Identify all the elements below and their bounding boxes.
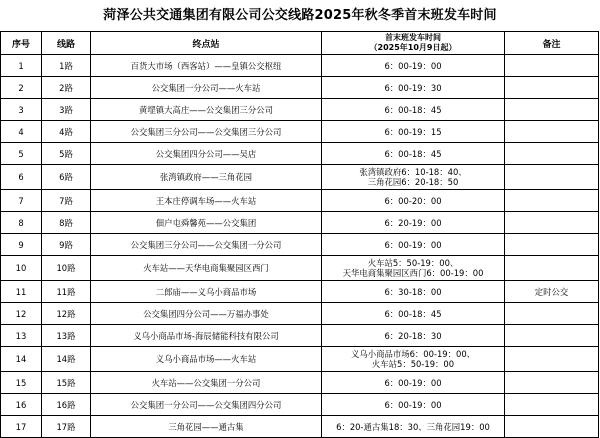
page-title: 菏泽公共交通集团有限公司公交线路2025年秋冬季首末班发车时间 (103, 8, 497, 23)
table-row (1, 212, 599, 234)
row-index: 11 (1, 281, 42, 303)
row-terminals: 王本庄停调车场——火车站 (91, 190, 322, 212)
row-route: 4路 (42, 121, 91, 143)
row-time-line: 三角花园6：20-18：50 (367, 177, 459, 187)
row-remark (505, 55, 599, 77)
row-time-line: 6：00-19：00 (384, 377, 442, 388)
row-index: 8 (1, 212, 42, 234)
row-route: 16路 (42, 394, 91, 416)
row-terminals: 火车站——公交集团一分公司 (91, 372, 322, 394)
row-remark (505, 143, 599, 165)
row-terminals: 佃户屯舜馨苑——公交集团 (91, 212, 322, 234)
row-times (322, 325, 505, 347)
row-remark (505, 394, 599, 416)
row-times (322, 416, 505, 438)
row-remark (505, 99, 599, 121)
row-times (322, 234, 505, 256)
row-time-line: 义乌小商品市场6：00-19：00、 (350, 349, 476, 359)
row-time-line: 6：20-19：00 (384, 217, 442, 228)
row-terminals: 义乌小商品市场-海辰储能科技有限公司 (91, 325, 322, 347)
row-terminals: 张湾镇政府——三角花园 (91, 165, 322, 190)
row-index: 12 (1, 303, 42, 325)
table-row (1, 347, 599, 372)
row-remark (505, 234, 599, 256)
row-times (322, 77, 505, 99)
row-terminals: 义乌小商品市场——火车站 (91, 347, 322, 372)
row-route: 14路 (42, 347, 91, 372)
row-time-line: 火车站5：50-19：00 (371, 359, 455, 369)
header-index: 序号 (1, 32, 42, 55)
table-row (1, 55, 599, 77)
row-route: 12路 (42, 303, 91, 325)
row-time-line: 6：00-18：45 (384, 308, 442, 319)
row-route: 3路 (42, 99, 91, 121)
row-time-line: 6：00-18：45 (384, 104, 442, 115)
row-index: 10 (1, 256, 42, 281)
row-time-line: 6：30-18：00 (384, 286, 442, 297)
row-index: 14 (1, 347, 42, 372)
row-route: 5路 (42, 143, 91, 165)
row-times (322, 303, 505, 325)
table-row (1, 99, 599, 121)
row-terminals: 公交集团四分公司——吴店 (91, 143, 322, 165)
table-row (1, 121, 599, 143)
row-index: 2 (1, 77, 42, 99)
row-remark (505, 416, 599, 438)
row-route: 8路 (42, 212, 91, 234)
row-time-line: 6：00-19：00 (384, 60, 442, 71)
row-route: 11路 (42, 281, 91, 303)
row-index: 17 (1, 416, 42, 438)
row-index: 7 (1, 190, 42, 212)
row-terminals: 公交集团三分公司——公交集团一分公司 (91, 234, 322, 256)
row-terminals: 百货大市场（西客站）——皇镇公交枢纽 (91, 55, 322, 77)
row-time-line: 天华电商集聚园区西门6：00-19：00 (342, 268, 484, 278)
row-remark (505, 77, 599, 99)
header-route: 线路 (42, 32, 91, 55)
row-terminals: 公交集团三分公司——公交集团三分公司 (91, 121, 322, 143)
row-remark (505, 190, 599, 212)
schedule-table (0, 31, 599, 438)
table-row (1, 416, 599, 438)
row-remark (505, 347, 599, 372)
row-remark (505, 372, 599, 394)
table-row (1, 234, 599, 256)
row-route: 10路 (42, 256, 91, 281)
row-time-line: 6：00-20：00 (384, 195, 442, 206)
row-index: 9 (1, 234, 42, 256)
row-terminals: 三角花园——通古集 (91, 416, 322, 438)
row-times (322, 212, 505, 234)
row-time-line: 火车站5：50-19：00、 (367, 258, 459, 268)
row-time-line: 6：20-18：30 (384, 330, 442, 341)
table-body (1, 55, 599, 438)
row-times (322, 165, 505, 190)
row-times (322, 281, 505, 303)
row-remark (505, 303, 599, 325)
row-index: 3 (1, 99, 42, 121)
row-time-line: 6：00-18：45 (384, 148, 442, 159)
row-index: 5 (1, 143, 42, 165)
row-route: 15路 (42, 372, 91, 394)
row-route: 1路 (42, 55, 91, 77)
table-row (1, 281, 599, 303)
table-row (1, 372, 599, 394)
table-row (1, 303, 599, 325)
header-times-label: 首末班发车时间 (385, 33, 441, 42)
row-remark: 定时公交 (505, 281, 599, 303)
table-row (1, 77, 599, 99)
row-times (322, 121, 505, 143)
row-terminals: 二郎庙——义乌小商品市场 (91, 281, 322, 303)
row-index: 6 (1, 165, 42, 190)
row-route: 6路 (42, 165, 91, 190)
table-row (1, 325, 599, 347)
row-times (322, 347, 505, 372)
row-terminals: 公交集团四分公司——万福办事处 (91, 303, 322, 325)
row-route: 13路 (42, 325, 91, 347)
row-terminals: 公交集团一分公司——火车站 (91, 77, 322, 99)
row-index: 1 (1, 55, 42, 77)
row-remark (505, 165, 599, 190)
row-terminals: 火车站——天华电商集聚园区西门 (91, 256, 322, 281)
row-times (322, 190, 505, 212)
header-terminals: 终点站 (91, 32, 322, 55)
row-remark (505, 121, 599, 143)
row-index: 4 (1, 121, 42, 143)
row-terminals: 公交集团一分公司——公交集团四分公司 (91, 394, 322, 416)
row-route: 9路 (42, 234, 91, 256)
row-remark (505, 325, 599, 347)
row-time-line: 6：00-19：00 (384, 239, 442, 250)
row-times (322, 372, 505, 394)
table-row (1, 143, 599, 165)
row-time-line: 张湾镇政府6：10-18：40、 (359, 167, 467, 177)
row-remark (505, 256, 599, 281)
row-times (322, 256, 505, 281)
table-row (1, 394, 599, 416)
table-header-row (1, 32, 599, 55)
row-times (322, 394, 505, 416)
row-time-line: 6：20-通古集18：30、三角花园19：00 (336, 421, 490, 432)
row-index: 13 (1, 325, 42, 347)
header-times (322, 32, 505, 55)
row-time-line: 6：00-19：30 (384, 82, 442, 93)
row-index: 15 (1, 372, 42, 394)
table-row (1, 256, 599, 281)
row-route: 17路 (42, 416, 91, 438)
row-route: 2路 (42, 77, 91, 99)
row-times (322, 99, 505, 121)
row-index: 16 (1, 394, 42, 416)
row-times (322, 55, 505, 77)
row-times (322, 143, 505, 165)
table-row (1, 165, 599, 190)
header-times-note: （2025年10月9日起） (369, 43, 457, 52)
header-remark: 备注 (505, 32, 599, 55)
row-time-line: 6：00-19：00 (384, 399, 442, 410)
row-remark (505, 212, 599, 234)
row-route: 7路 (42, 190, 91, 212)
table-row (1, 190, 599, 212)
row-terminals: 黄堽镇大高庄——公交集团三分公司 (91, 99, 322, 121)
row-time-line: 6：00-19：15 (384, 126, 442, 137)
